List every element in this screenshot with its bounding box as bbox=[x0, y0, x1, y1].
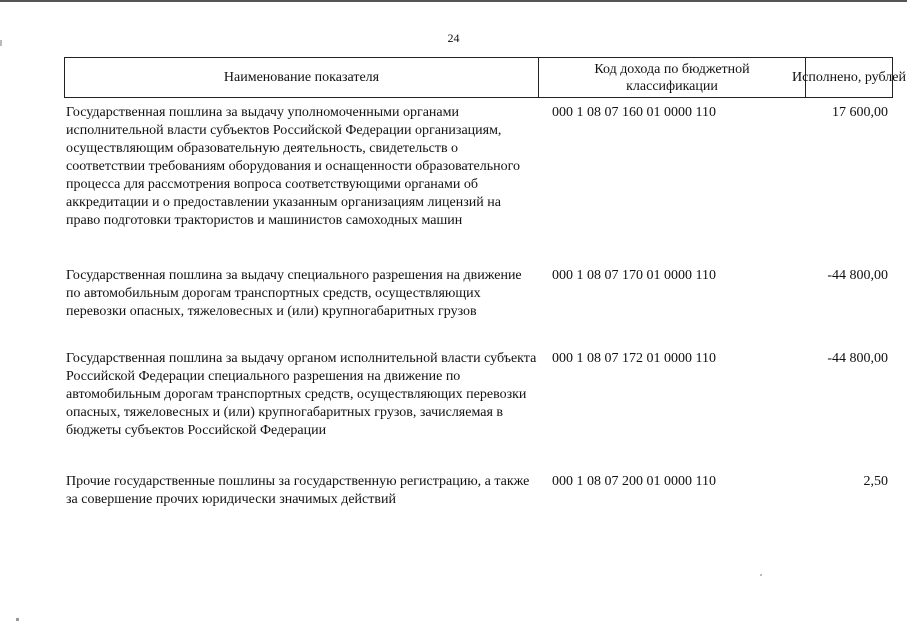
header-name: Наименование показателя bbox=[223, 70, 380, 85]
row-code: 000 1 08 07 160 01 0000 110 bbox=[552, 105, 716, 120]
row-name: Государственная пошлина за выдачу уполномоченными органами исполнительной власти субъектов Российской Федерации организациям, осуществляющим образовательную деятельность, свидетельств о соответствии требованиям оборудования и оснащенности образовательного процесса для рассмотрения вопроса соответствующими органами об аккредитации и о предоставлении указанным организациям лицензий на право подготовки трактористов и машинистов самоходных машин bbox=[66, 105, 520, 228]
row-amount: -44 800,00 bbox=[827, 268, 888, 283]
row-code: 000 1 08 07 172 01 0000 110 bbox=[552, 351, 716, 366]
row-code: 000 1 08 07 170 01 0000 110 bbox=[552, 268, 716, 283]
scan-speck bbox=[0, 40, 2, 46]
scan-speck bbox=[760, 574, 762, 576]
row-code: 000 1 08 07 200 01 0000 110 bbox=[552, 474, 716, 489]
header-amount: Исполнено, рублей bbox=[792, 70, 906, 85]
scan-top-edge bbox=[0, 0, 907, 2]
row-amount: -44 800,00 bbox=[827, 351, 888, 366]
row-name: Прочие государственные пошлины за государственную регистрацию, а также за совершение прочих юридически значимых действий bbox=[66, 474, 530, 507]
table-header bbox=[64, 57, 906, 98]
page-number: 24 bbox=[447, 31, 460, 45]
header-code: Код дохода по бюджетной классификации bbox=[594, 61, 750, 94]
row-name: Государственная пошлина за выдачу специального разрешения на движение по автомобильным дорогам транспортных средств, осуществляющих перевозки опасных, тяжеловесных и (или) крупногабаритных грузов bbox=[66, 268, 522, 319]
row-amount: 2,50 bbox=[863, 474, 888, 489]
row-amount: 17 600,00 bbox=[832, 105, 888, 120]
scan-speck bbox=[16, 618, 19, 621]
row-name: Государственная пошлина за выдачу органом исполнительной власти субъекта Российской Федерации специального разрешения на движение по автомобильным дорогам транспортных средств, осуществляющих перевозки опасных, тяжеловесных и (или) крупногабаритных грузов, зачисляемая в бюджеты субъектов Российской Федерации bbox=[66, 351, 537, 438]
